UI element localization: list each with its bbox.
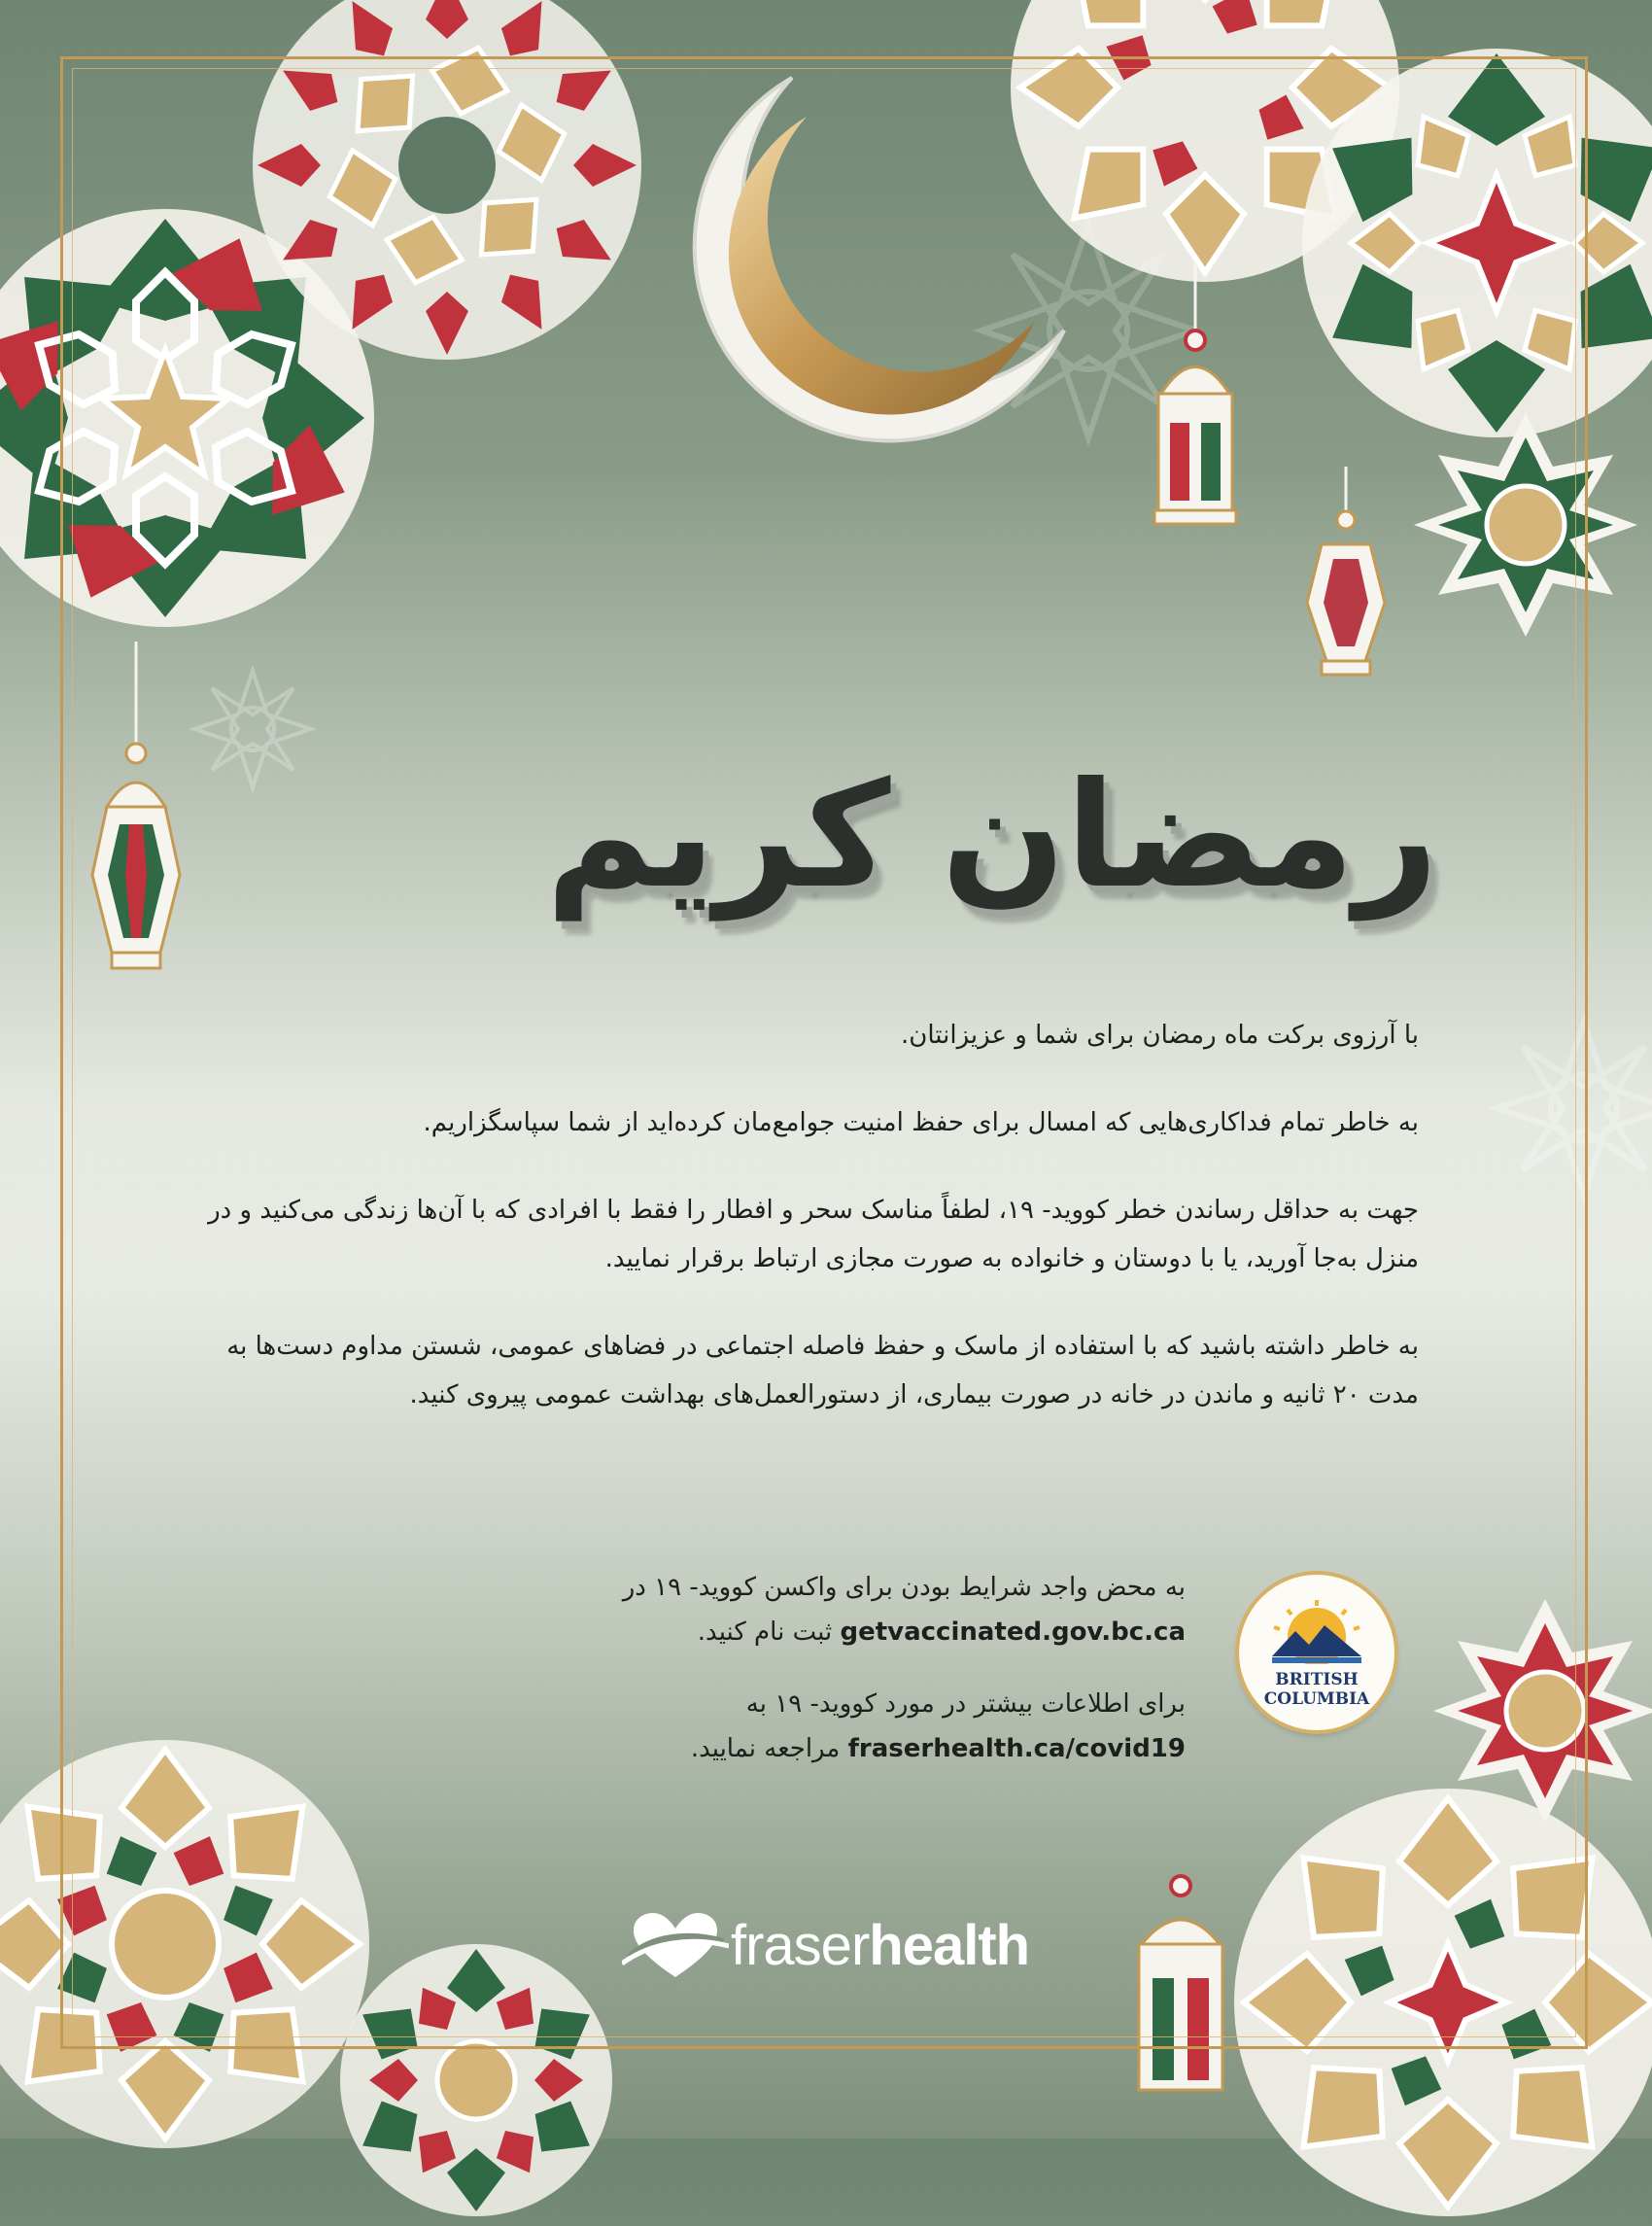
fraserhealth-heart-icon: [622, 1907, 729, 1985]
fraserhealth-logo: [622, 1907, 1030, 1985]
fraserhealth-url-link[interactable]: fraserhealth.ca/covid19: [847, 1734, 1186, 1763]
paragraph-covid-gatherings: جهت به حداقل رساندن خطر کووید- ۱۹، لطفاً مناسک سحر و افطار را فقط با افرادی که با آن‌ها زندگی می‌کنید و در منزل به‌جا آورید، یا با دوستان و خانواده به صورت مجازی ارتباط برقرار نمایید.: [208, 1196, 1419, 1273]
fraserhealth-wordmark-part2: health: [869, 1914, 1030, 1977]
paragraph-thanks: به خاطر تمام فداکاری‌هایی که امسال برای حفظ امنیت جوامع‌مان کرده‌اید از شما سپاسگزاریم.: [423, 1108, 1419, 1137]
vaccine-text-after: ثبت نام کنید.: [697, 1617, 833, 1647]
paragraph-blessing: با آرزوی برکت ماه رمضان برای شما و عزیزانتان.: [901, 1021, 1419, 1050]
more-info: [486, 1682, 1186, 1771]
paragraph-health-guidelines: به خاطر داشته باشید که با استفاده از ماسک و حفظ فاصله اجتماعی در فضاهای عمومی، شستن مداوم دست‌ها به مدت ۲۰ ثانیه و ماندن در خانه در صورت بیماری، از دستورالعمل‌های بهداشت عمومی پیروی کنید.: [226, 1332, 1419, 1409]
fraserhealth-wordmark: [731, 1913, 1029, 1978]
vaccine-registration: [486, 1565, 1186, 1654]
sunrise-mountains-icon: [1266, 1596, 1367, 1664]
fraserhealth-wordmark-part1: fraser: [731, 1914, 870, 1977]
message-body: [185, 1011, 1419, 1458]
bc-logo-line1: BRITISH: [1275, 1670, 1359, 1689]
vaccine-url-link[interactable]: getvaccinated.gov.bc.ca: [840, 1617, 1186, 1647]
british-columbia-logo: [1239, 1575, 1394, 1730]
moreinfo-text-before: برای اطلاعات بیشتر در مورد کووید- ۱۹ به: [745, 1689, 1186, 1719]
bc-logo-line2: COLUMBIA: [1263, 1689, 1370, 1709]
info-block: [486, 1565, 1186, 1798]
ramadan-kareem-title: رمضان کریم: [545, 751, 1438, 921]
moreinfo-text-after: مراجعه نمایید.: [690, 1734, 841, 1763]
vaccine-text-before: به محض واجد شرایط بودن برای واکسن کووید- ۱۹ در: [622, 1573, 1186, 1602]
